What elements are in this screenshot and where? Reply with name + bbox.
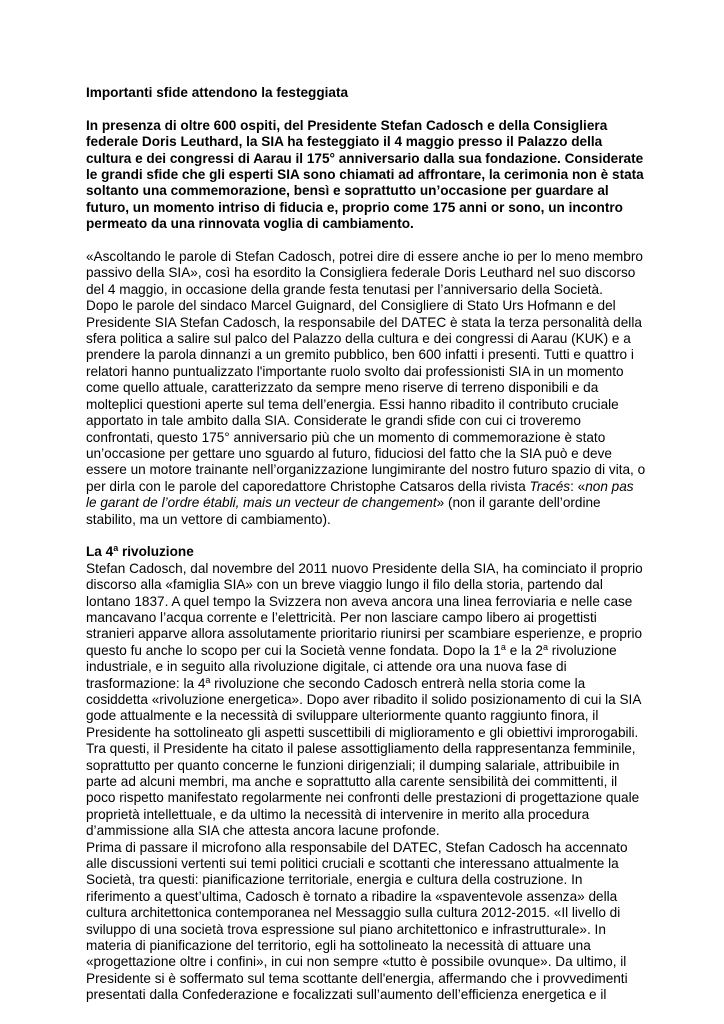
paragraph-history-text: rivoluzione industriale, e in seguito alla rivoluzione digitale, ci attende ora una nuova fase di trasformazione: la 4 [86, 642, 617, 691]
french-quote: non pas le garant de l’ordre établi, mais un vecteur de changement [86, 478, 634, 511]
lead-paragraph: In presenza di oltre 600 ospiti, del Presidente Stefan Cadosch e della Consigliera federale Doris Leuthard, la SIA ha festeggiato il 4 maggio presso il Palazzo della cultura e dei congressi di Aarau il 175° anniversario dalla sua fondazione. Considerate le grandi sfide che gli esperti SIA sono chiamati ad affrontare, la cerimonia non è stata soltanto una commemorazione, bensì e soprattutto un’occasione per guardare al futuro, un momento intriso di fiducia e, proprio come 175 anni or sono, un incontro permeato da una rinnovata voglia di cambiamento. [86, 117, 644, 232]
superscript: a [500, 641, 506, 652]
section-heading-text: La 4 [86, 544, 114, 560]
superscript: a [205, 674, 211, 685]
document-body [86, 85, 646, 1004]
section-heading-text-end: rivoluzione [118, 544, 194, 560]
document-title: Importanti sfide attendono la festeggiata [86, 85, 349, 100]
paragraph-politics: Prima di passare il microfono alla responsabile del DATEC, Stefan Cadosch ha accennato alle discussioni vertenti sui temi politici cruciali e scottanti che interessano attualmente la Società, tra questi: pianificazione territoriale, energia e cultura della costruzione. In riferimento a quest’ultima, Cadosch è tornato a ribadire la «spaventevole assenza» della cultura architettonica contemporanea nel Messaggio sulla cultura 2012-2015. «Il livello di sviluppo di una società trova espressione sul piano architettonico e infrastrutturale». In materia di pianificazione del territorio, egli ha sottolineato la necessità di attuare una «progettazione oltre i confini», in cui non sempre «tutto è possibile ovunque». Da ultimo, il Presidente si è soffermato sul tema scottante dell'energia, affermando che i provvedimenti presentati dalla Confederazione e focalizzati sull’aumento dell’efficienza energetica e il [86, 839, 628, 1003]
section-heading [86, 544, 646, 560]
superscript: a [113, 543, 119, 554]
superscript: a [542, 641, 548, 652]
paragraph-speakers [86, 298, 646, 528]
paragraph-speakers-text: Dopo le parole del sindaco Marcel Guignard, del Consigliere di Stato Urs Hofmann e del Presidente SIA Stefan Cadosch, la responsabile del DATEC è stata la terza personalità della sfera politica a salire sul palco del Palazzo della cultura e dei congressi di Aarau (KUK) e a prendere la parola dinnanzi a un gremito pubblico, ben 600 infatti i presenti. Tutti e quattro i relatori hanno puntualizzato l'importante ruolo svolto dai professionisti SIA in un momento come quello attuale, caratterizzato da sempre meno riserve di terreno disponibili e da molteplici questioni aperte sul tema dell’energia. Essi hanno ribadito il contributo cruciale apportato in tale ambito dalla SIA. Considerate le grandi sfide con cui ci troveremo confrontati, questo 175° anniversario più che un momento di commemorazione è stato un’occasione per gettare uno sguardo al futuro, fiduciosi del fatto che la SIA può e deve essere un motore trainante nell’organizzazione lungimirante del nostro futuro spazio di vita, o per dirla con le parole del caporedattore Christophe Catsaros della rivista [86, 298, 646, 494]
paragraph-history-text: rivoluzione che secondo Cadosch entrerà nella storia come la cosiddetta «rivoluzione energetica». Dopo aver ribadito il solido posizionamento di cui la SIA gode attualmente e la necessità di sviluppare ulteriormente quanto raggiunto finora, il Presidente ha sottolineato gli aspetti suscettibili di miglioramento e gli obiettivi improrogabili. Tra questi, il Presidente ha citato il palese assottigliamento della rappresentanza femminile, soprattutto per quanto concerne le funzioni dirigenziali; il dumping salariale, attribuibile in parte ad alcuni membri, ma anche e soprattutto alla carente sensibilità dei committenti, il poco rispetto manifestato regolarmente nei confronti delle prestazioni di progettazione quale proprietà intellettuale, e da ultimo la necessità di intervenire in merito alla procedura d’ammissione alla SIA che attesta ancora lacune profonde. [86, 675, 641, 839]
quote-open: : « [570, 478, 586, 494]
paragraph-intro-quote: «Ascoltando le parole di Stefan Cadosch, potrei dire di essere anche io per lo meno membro passivo della SIA», così ha esordito la Consigliera federale Doris Leuthard nel suo discorso del 4 maggio, in occasione della grande festa tenutasi per l’anniversario della Società. [86, 249, 643, 297]
paragraph-history [86, 561, 646, 840]
magazine-name: Tracés [529, 478, 571, 494]
paragraph-history-text: e la 2 [505, 642, 543, 658]
quote-translation: » (non il garante dell’ordine stabilito, ma un vettore di cambiamento). [86, 495, 601, 527]
paragraph-history-text: Stefan Cadosch, dal novembre del 2011 nuovo Presidente della SIA, ha cominciato il proprio discorso alla «famiglia SIA» con un breve viaggio lungo il filo della storia, partendo dal lontano 1837. A quel tempo la Svizzera non aveva ancora una linea ferroviaria e nelle case mancavano l’acqua corrente e l’elettricità. Per non lasciare campo libero ai progettisti stranieri apparve allora assolutamente prioritario riunirsi per scambiare esperienze, e proprio questo fu anche lo scopo per cui la Società venne fondata. Dopo la 1 [86, 560, 643, 658]
